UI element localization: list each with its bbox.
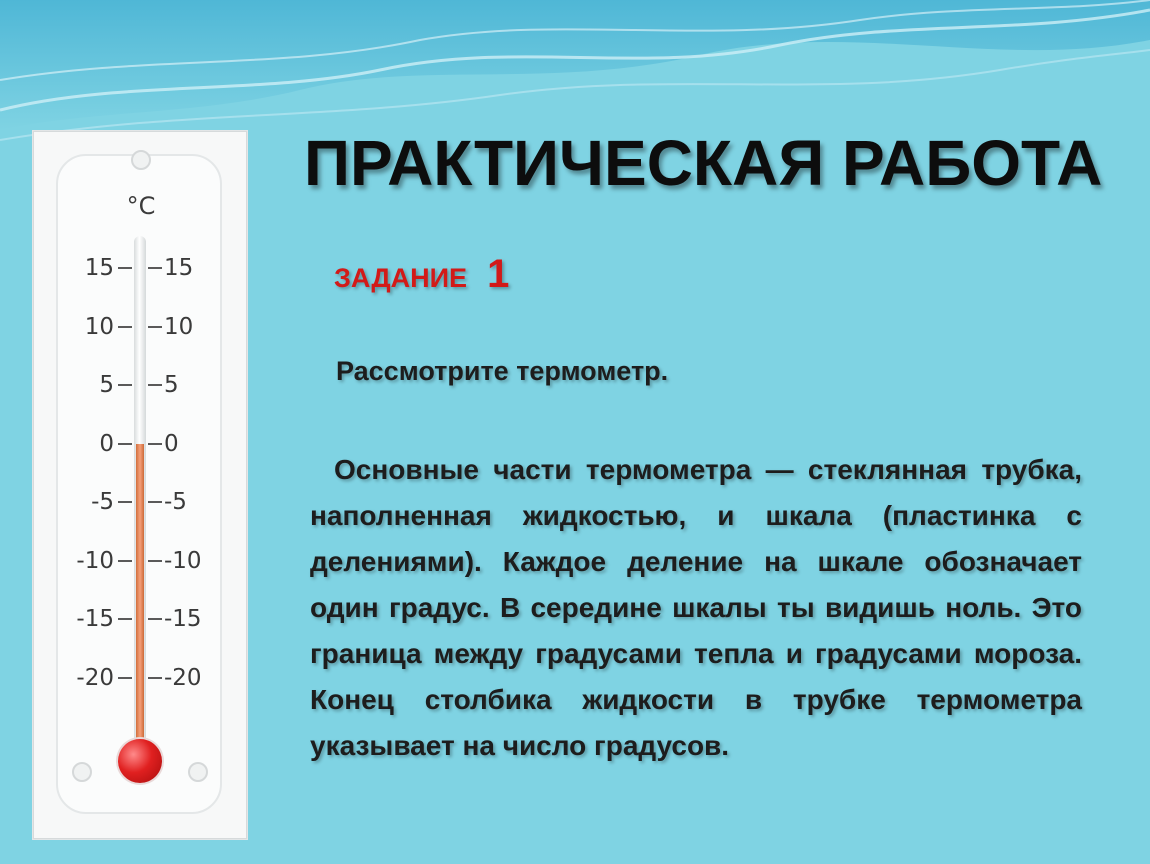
scale-label-left: -10 [76, 547, 114, 574]
scale-label-right: 5 [164, 372, 179, 398]
scale-label-right: 0 [164, 430, 179, 457]
scale-label-left: 15 [84, 255, 114, 281]
scale-label-right: -5 [164, 489, 187, 515]
scale-label-left: -20 [76, 664, 114, 691]
scale-label-left: 0 [99, 430, 114, 457]
scale-tick-left [118, 501, 132, 503]
scale-tick-right [148, 560, 162, 562]
task-heading [334, 252, 509, 297]
task-number: 1 [487, 252, 510, 296]
scale-tick-right [148, 677, 162, 679]
thermometer-unit-label: °C [126, 192, 156, 220]
scale-tick-right [148, 443, 162, 445]
thermometer-liquid-column [136, 444, 144, 749]
scale-tick-left [118, 267, 132, 269]
scale-tick-left [118, 384, 132, 386]
scale-label-right: 10 [164, 313, 194, 340]
mount-hole-top [131, 150, 151, 170]
scale-label-left: -5 [91, 489, 114, 515]
slide-title: ПРАКТИЧЕСКАЯ РАБОТА [304, 127, 1103, 199]
scale-label-left: -15 [76, 606, 114, 632]
scale-label-right: -10 [164, 547, 202, 574]
body-paragraph: Основные части термометра — стеклянная трубка, наполненная жидкостью, и шкала (пластинка с делениями). Каждое деление на шкале обозначает один градус. В середине шкалы ты видишь ноль. Это граница между градусами тепла и градусами мороза. Конец столбика жидкости в трубке термометра указывает на число градусов. [310, 454, 1082, 761]
scale-label-left: 10 [84, 313, 114, 340]
scale-tick-right [148, 618, 162, 620]
scale-label-right: 15 [164, 255, 194, 281]
scale-tick-right [148, 384, 162, 386]
thermometer-bulb [118, 739, 162, 783]
scale-tick-left [118, 618, 132, 620]
scale-tick-left [118, 326, 132, 328]
scale-tick-right [148, 267, 162, 269]
scale-tick-right [148, 501, 162, 503]
scale-label-left: 5 [99, 372, 114, 398]
scale-tick-left [118, 443, 132, 445]
mount-hole-bottom-left [72, 762, 92, 782]
scale-tick-left [118, 677, 132, 679]
instruction-text: Рассмотрите термометр. [336, 356, 669, 386]
scale-tick-left [118, 560, 132, 562]
scale-label-right: -20 [164, 664, 202, 691]
scale-label-right: -15 [164, 606, 202, 632]
mount-hole-bottom-right [188, 762, 208, 782]
scale-tick-right [148, 326, 162, 328]
task-label: ЗАДАНИЕ [334, 263, 468, 293]
